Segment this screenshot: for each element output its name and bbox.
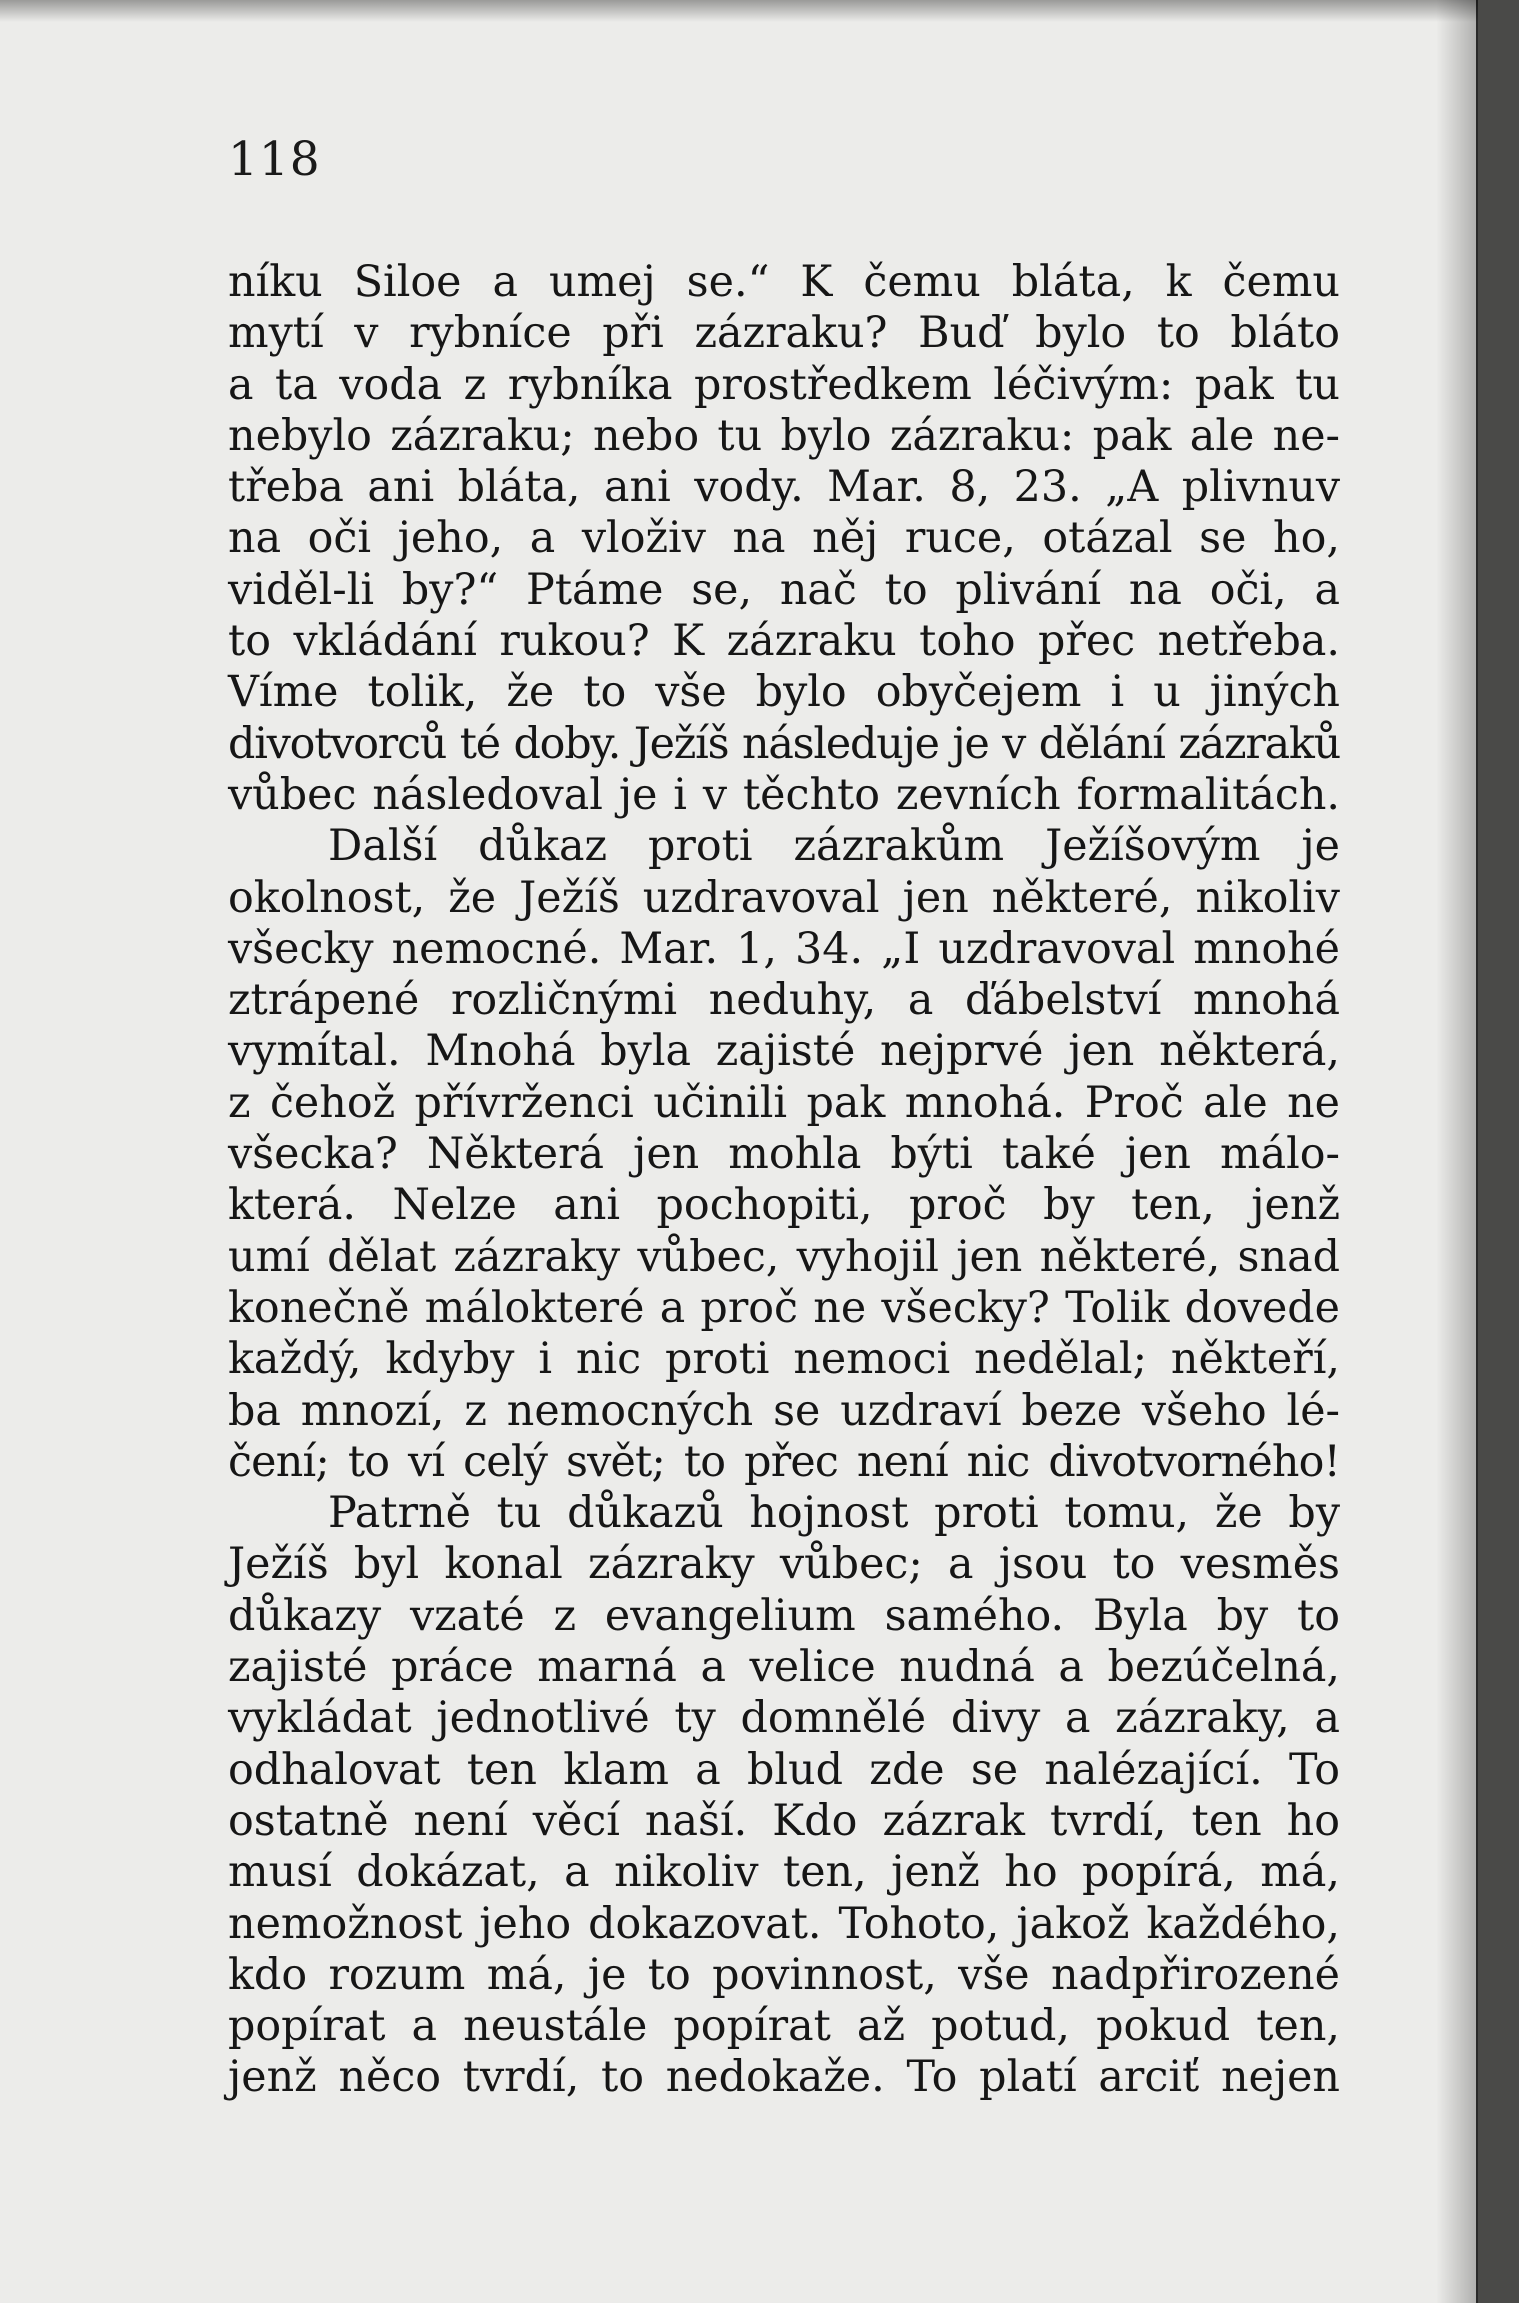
body-text xyxy=(228,257,1340,2104)
text-line: mytí v rybníce při zázraku? Buď bylo to bláto xyxy=(228,308,1340,359)
text-line: všecky nemocné. Mar. 1, 34. „I uzdravoval mnohé xyxy=(228,923,1340,974)
text-line: Víme tolik, že to vše bylo obyčejem i u jiných xyxy=(228,667,1340,718)
paragraph-start-line: Patrně tu důkazů hojnost proti tomu, že by xyxy=(328,1488,1340,1539)
text-line: nebylo zázraku; nebo tu bylo zázraku: pak ale ne- xyxy=(228,410,1340,461)
text-line: čení; to ví celý svět; to přec není nic divotvorného! xyxy=(228,1436,1340,1487)
text-line: vykládat jednotlivé ty domnělé divy a zázraky, a xyxy=(228,1693,1340,1744)
page-top-edge-shadow xyxy=(0,0,1478,22)
text-line: všecka? Některá jen mohla býti také jen málo- xyxy=(228,1129,1340,1180)
text-line: odhalovat ten klam a blud zde se nalézající. To xyxy=(228,1744,1340,1795)
text-line: vůbec následoval je i v těchto zevních formalitách. xyxy=(228,769,1340,820)
text-line: která. Nelze ani pochopiti, proč by ten, jenž xyxy=(228,1180,1340,1231)
text-line: třeba ani bláta, ani vody. Mar. 8, 23. „A plivnuv xyxy=(228,462,1340,513)
text-line: kdo rozum má, je to povinnost, vše nadpřirozené xyxy=(228,1949,1340,2000)
text-line: na oči jeho, a vloživ na něj ruce, otázal se ho, xyxy=(228,513,1340,564)
text-line: vymítal. Mnohá byla zajisté nejprvé jen některá, xyxy=(228,1026,1340,1077)
text-line: Ježíš byl konal zázraky vůbec; a jsou to vesměs xyxy=(228,1539,1340,1590)
text-line: ba mnozí, z nemocných se uzdraví beze všeho lé- xyxy=(228,1385,1340,1436)
text-line: zajisté práce marná a velice nudná a bezúčelná, xyxy=(228,1642,1340,1693)
text-line: konečně málokteré a proč ne všecky? Tolik dovede xyxy=(228,1282,1340,1333)
text-line: okolnost, že Ježíš uzdravoval jen některé, nikoliv xyxy=(228,872,1340,923)
text-line: umí dělat zázraky vůbec, vyhojil jen některé, snad xyxy=(228,1231,1340,1282)
text-line: každý, kdyby i nic proti nemoci nedělal; někteří, xyxy=(228,1334,1340,1385)
page-number: 118 xyxy=(228,132,321,187)
text-line: musí dokázat, a nikoliv ten, jenž ho popírá, má, xyxy=(228,1847,1340,1898)
text-line: a ta voda z rybníka prostředkem léčivým: pak tu xyxy=(228,359,1340,410)
text-line: viděl-li by?“ Ptáme se, nač to plivání na oči, a xyxy=(228,564,1340,615)
text-line: důkazy vzaté z evangelium samého. Byla by to xyxy=(228,1590,1340,1641)
text-line: z čehož přívrženci učinili pak mnohá. Proč ale ne xyxy=(228,1077,1340,1128)
text-line: ztrápené rozličnými neduhy, a ďábelství mnohá xyxy=(228,975,1340,1026)
text-line: ostatně není věcí naší. Kdo zázrak tvrdí, ten ho xyxy=(228,1795,1340,1846)
paragraph-start-line: Další důkaz proti zázrakům Ježíšovým je xyxy=(328,821,1340,872)
text-line: to vkládání rukou? K zázraku toho přec netřeba. xyxy=(228,616,1340,667)
page-edge-shadow xyxy=(1436,0,1476,2303)
text-line: níku Siloe a umej se.“ K čemu bláta, k čemu xyxy=(228,257,1340,307)
text-line: jenž něco tvrdí, to nedokaže. To platí arciť nejen xyxy=(228,2052,1340,2103)
text-line: popírat a neustále popírat až potud, pokud ten, xyxy=(228,2001,1340,2052)
text-line: nemožnost jeho dokazovat. Tohoto, jakož každého, xyxy=(228,1898,1340,1949)
text-line: divotvorců té doby. Ježíš následuje je v dělání zázraků xyxy=(228,718,1340,769)
